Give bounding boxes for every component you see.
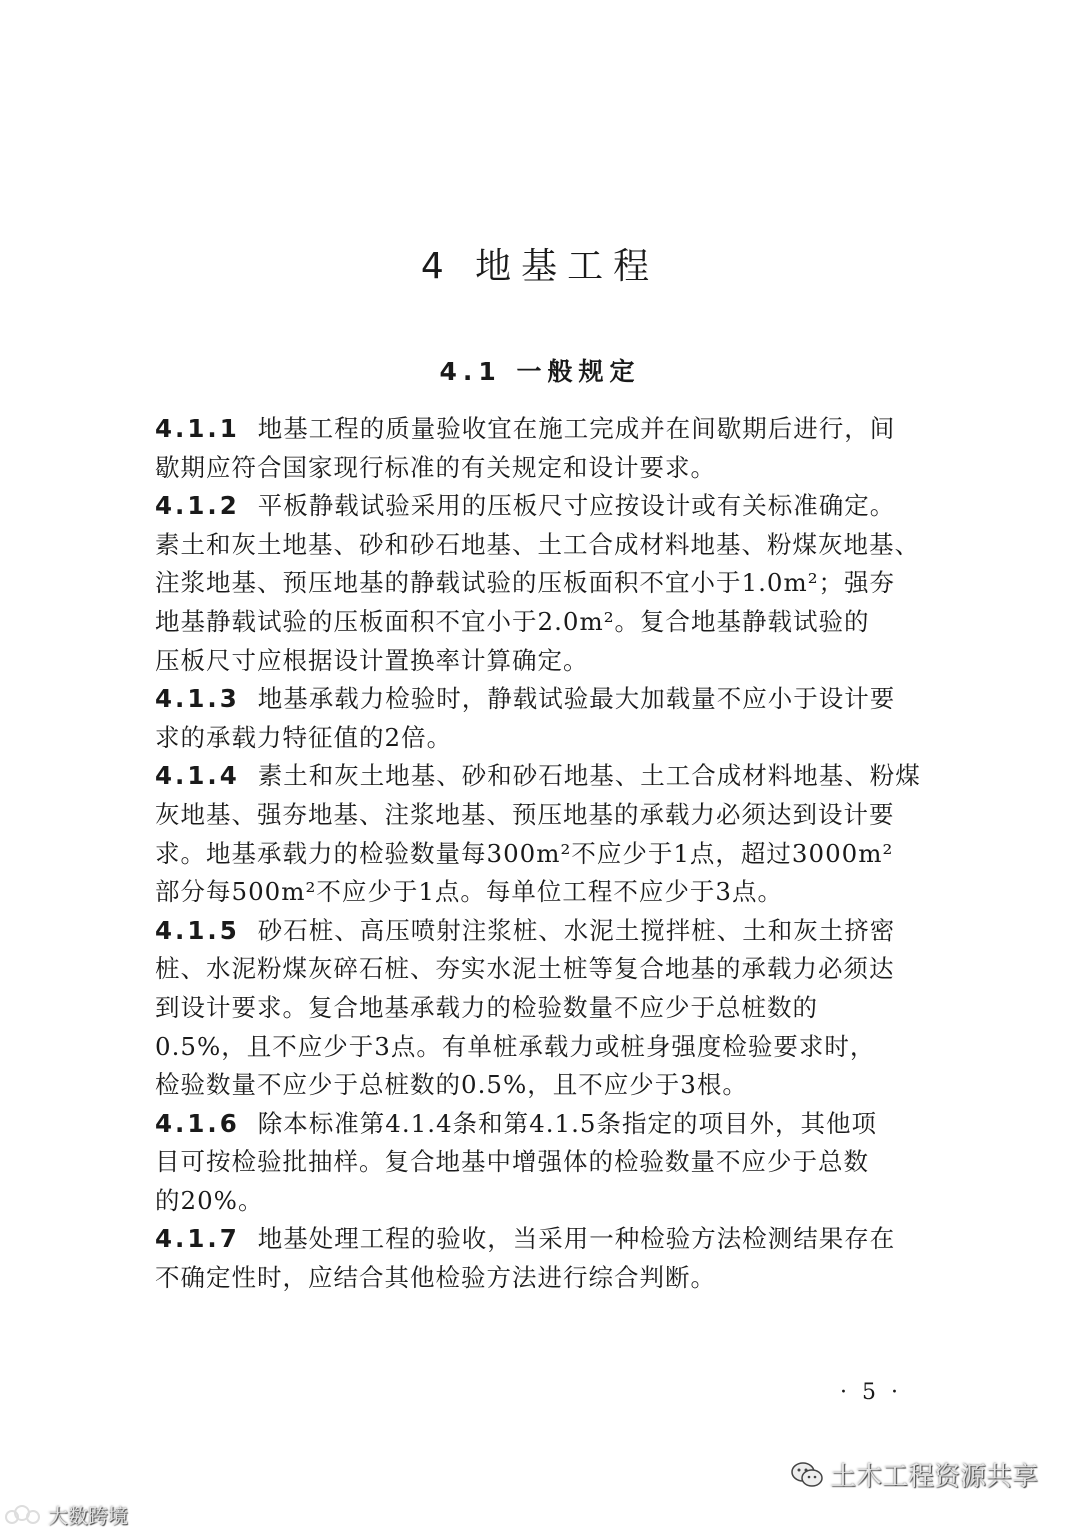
clause-line <box>155 680 940 719</box>
clause-number: 4.1.5 <box>155 915 240 945</box>
clause <box>155 487 940 680</box>
clause-line <box>155 719 940 758</box>
watermark-left-text: 大数跨境 <box>48 1504 128 1528</box>
clause-text: 的20%。 <box>155 1185 264 1215</box>
clause-text: 求的承载力特征值的2倍。 <box>155 722 453 752</box>
clause-line <box>155 603 940 642</box>
clause <box>155 757 940 911</box>
clause <box>155 1105 940 1221</box>
clause <box>155 680 940 757</box>
watermark-wechat <box>790 1456 1038 1493</box>
clause-text: 不确定性时，应结合其他检验方法进行综合判断。 <box>155 1263 716 1293</box>
clause-text: 求。地基承载力的检验数量每300m²不应少于1点，超过3000m² <box>155 838 894 868</box>
clause-number: 4.1.7 <box>155 1224 240 1254</box>
clause-line <box>155 835 940 874</box>
watermark-brand <box>4 1500 128 1529</box>
clause-text: 灰地基、强夯地基、注浆地基、预压地基的承载力必须达到设计要 <box>155 799 895 829</box>
clause-line <box>155 1220 940 1259</box>
page-number: · 5 · <box>840 1380 902 1405</box>
clause-line <box>155 873 940 912</box>
clause-text: 地基工程的质量验收宜在施工完成并在间歇期后进行，间 <box>257 414 896 443</box>
clause-number: 4.1.6 <box>155 1108 240 1138</box>
clause-text: 歇期应符合国家现行标准的有关规定和设计要求。 <box>155 452 716 482</box>
clause-line <box>155 526 940 565</box>
clause-line <box>155 410 940 449</box>
clause-line <box>155 1182 940 1221</box>
clause-text: 砂石桩、高压喷射注浆桩、水泥土搅拌桩、土和灰土挤密 <box>257 915 896 945</box>
clause-text: 地基处理工程的验收，当采用一种检验方法检测结果存在 <box>257 1224 896 1254</box>
section-title: 4.1 一般规定 <box>439 357 641 386</box>
clause-text: 素土和灰土地基、砂和砂石地基、土工合成材料地基、粉煤灰地基、 <box>155 529 920 559</box>
clause-line <box>155 487 940 526</box>
watermark-right-text: 土木工程资源共享 <box>830 1462 1039 1492</box>
clause-text: 部分每500m²不应少于1点。每单位工程不应少于3点。 <box>155 877 783 907</box>
clause <box>155 410 940 487</box>
clause-line <box>155 564 940 603</box>
clause-list <box>155 410 940 1298</box>
clause-line <box>155 1259 940 1298</box>
clause-line <box>155 1105 940 1144</box>
chapter-title: 4 地基工程 <box>420 246 660 287</box>
clause-text: 平板静载试验采用的压板尺寸应按设计或有关标准确定。 <box>257 491 896 521</box>
clause-number: 4.1.3 <box>155 684 240 714</box>
clause-text: 压板尺寸应根据设计置换率计算确定。 <box>155 645 589 675</box>
clause-text: 目可按检验批抽样。复合地基中增强体的检验数量不应少于总数 <box>155 1147 869 1177</box>
clause-text: 桩、水泥粉煤灰碎石桩、夯实水泥土桩等复合地基的承载力必须达 <box>155 954 895 984</box>
clause-text: 检验数量不应少于总桩数的0.5%，且不应少于3根。 <box>155 1070 748 1100</box>
wechat-icon <box>790 1461 824 1489</box>
clause-text: 素土和灰土地基、砂和砂石地基、土工合成材料地基、粉煤 <box>257 761 921 791</box>
clause-line <box>155 1143 940 1182</box>
clause-line <box>155 449 940 488</box>
clause-text: 注浆地基、预压地基的静载试验的压板面积不宜小于1.0m²；强夯 <box>155 568 896 598</box>
clause-text: 到设计要求。复合地基承载力的检验数量不应少于总桩数的 <box>155 992 818 1022</box>
clause-line <box>155 912 940 951</box>
clause-line <box>155 642 940 681</box>
clause-number: 4.1.4 <box>155 761 240 791</box>
clause-line <box>155 1066 940 1105</box>
clause-text: 地基静载试验的压板面积不宜小于2.0m²。复合地基静载试验的 <box>155 606 870 636</box>
clause-line <box>155 757 940 796</box>
clause-text: 除本标准第4.1.4条和第4.1.5条指定的项目外，其他项 <box>257 1108 877 1138</box>
clause-number: 4.1.2 <box>155 491 240 521</box>
clause-line <box>155 989 940 1028</box>
clause-text: 0.5%，且不应少于3点。有单桩承载力或桩身强度检验要求时， <box>155 1031 876 1061</box>
clause-number: 4.1.1 <box>155 414 240 443</box>
clause <box>155 912 940 1105</box>
clause-line <box>155 796 940 835</box>
clause-line <box>155 950 940 989</box>
clause-text: 地基承载力检验时，静载试验最大加载量不应小于设计要 <box>257 684 896 714</box>
brand-logo-icon <box>4 1504 44 1526</box>
clause <box>155 1220 940 1297</box>
clause-line <box>155 1028 940 1067</box>
